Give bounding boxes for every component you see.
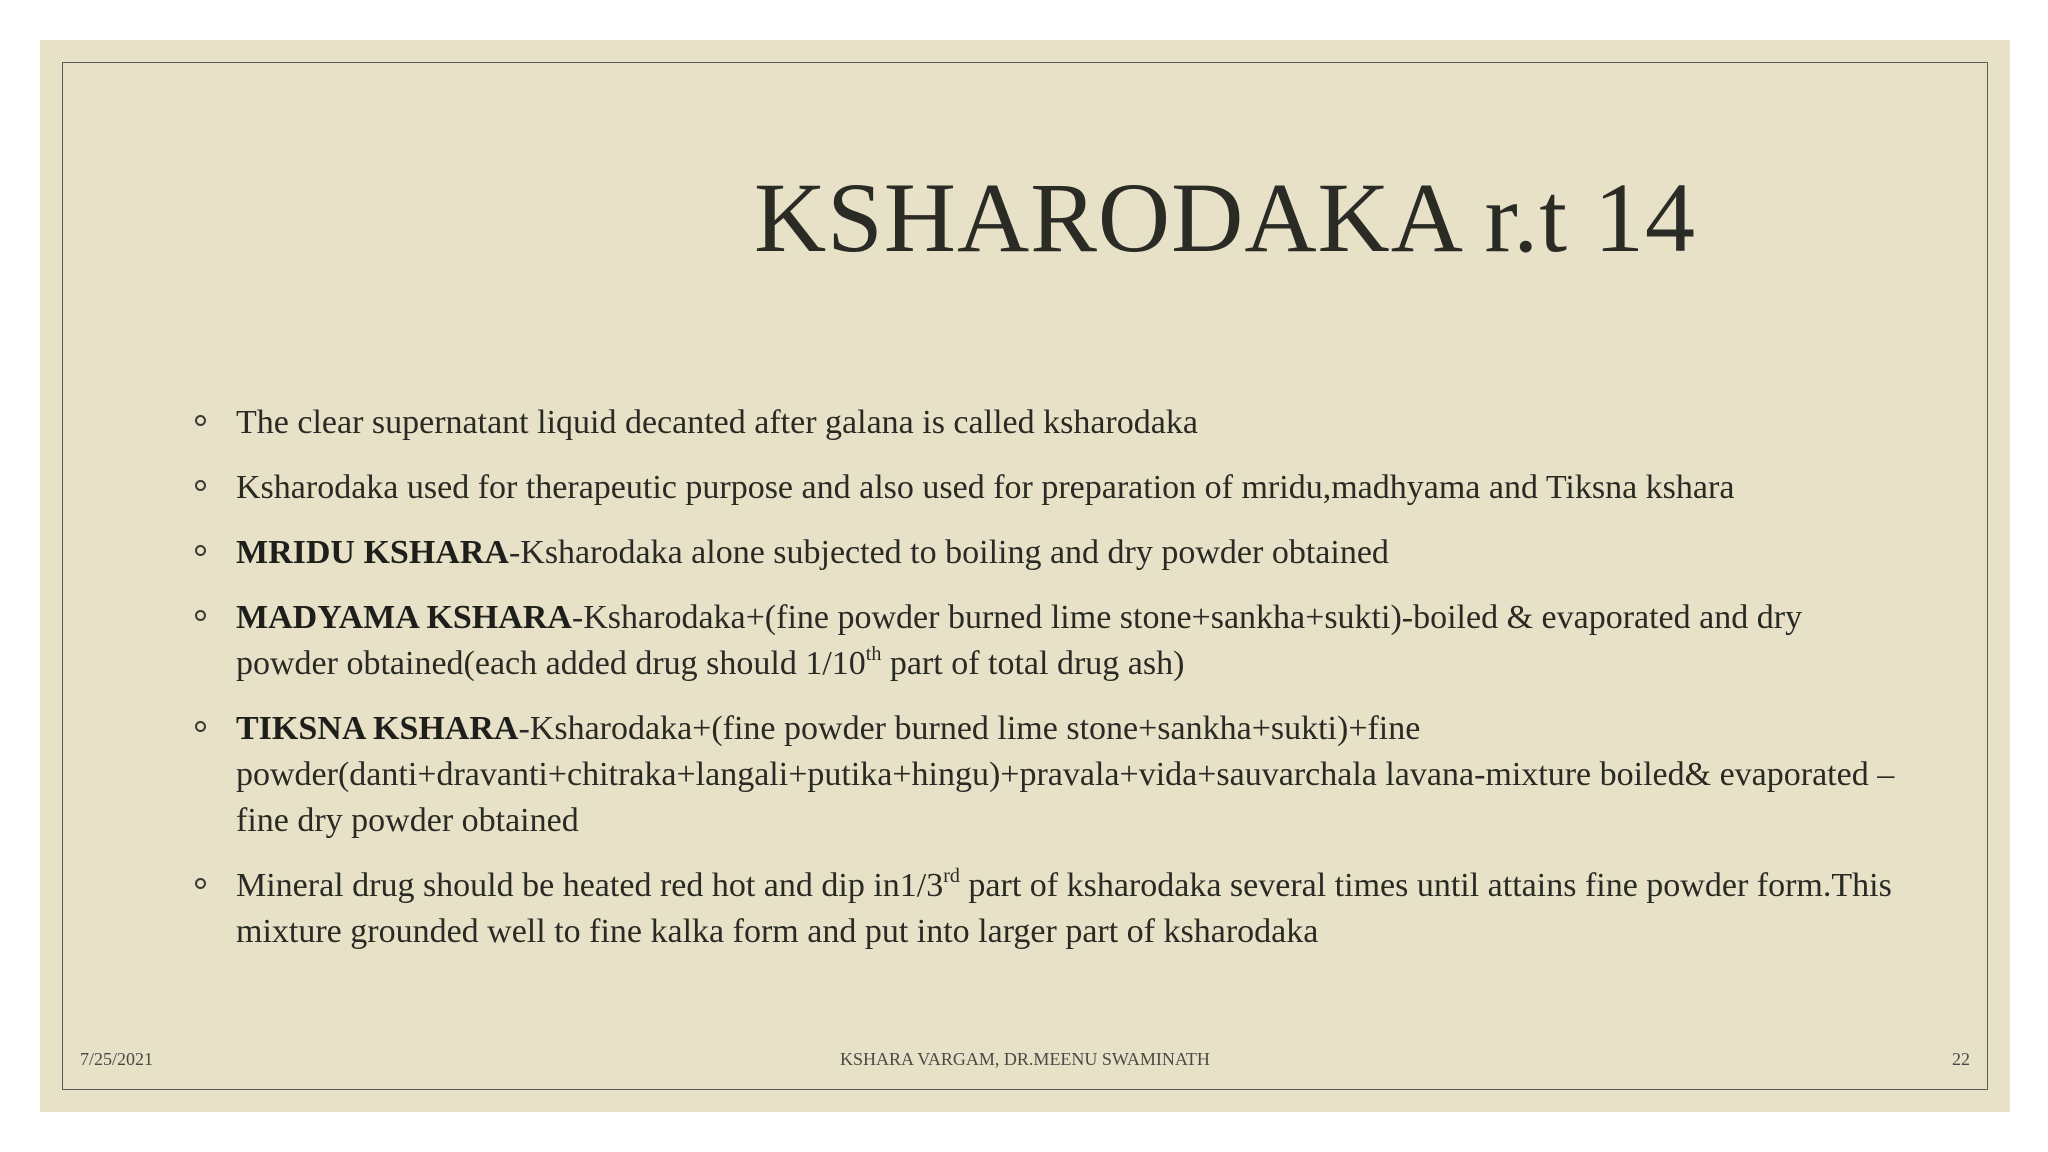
bullet-text: -Ksharodaka+(fine powder burned lime stone+sankha+sukti)+fine powder(danti+dravanti+chitraka+langali+putika+hingu)+pravala+vida+sauvarchala lavana-mixture boiled& evaporated –fine dry powder obtained [236, 710, 1895, 839]
bullet-circle-icon [195, 480, 206, 491]
bullet-item-2 [190, 465, 1900, 511]
bullet-item-5 [190, 706, 1900, 844]
bullet-circle-icon [195, 878, 206, 889]
bullet-text-continued: part of total drug ash) [881, 645, 1185, 682]
bullet-circle-icon [195, 610, 206, 621]
bullet-bold-term: MRIDU KSHARA [236, 534, 509, 571]
slide-title: KSHARODAKA r.t 14 [753, 162, 1697, 273]
bullet-superscript: th [865, 642, 882, 665]
bullet-text: Ksharodaka used for therapeutic purpose and also used for preparation of mridu,madhyama and Tiksna kshara [236, 469, 1735, 506]
bullet-text-continued: part of ksharodaka several times until attains fine powder form.This mixture grounded well to fine kalka form and put into larger part of ksharodaka [236, 867, 1892, 950]
bullet-item-3 [190, 530, 1900, 576]
bullet-circle-icon [195, 721, 206, 732]
bullet-item-6 [190, 863, 1900, 955]
bullet-text: -Ksharodaka+(fine powder burned lime stone+sankha+sukti)-boiled & evaporated and dry powder obtained(each added drug should 1/10 [236, 599, 1803, 682]
bullet-text: Mineral drug should be heated red hot and dip in1/3 [236, 867, 944, 904]
bullet-circle-icon [195, 545, 206, 556]
bullet-superscript: rd [943, 864, 960, 887]
slide [40, 40, 2010, 1112]
bullet-list [190, 400, 1900, 974]
bullet-text: -Ksharodaka alone subjected to boiling and dry powder obtained [508, 534, 1389, 571]
bullet-bold-term: MADYAMA KSHARA [236, 599, 572, 636]
bullet-bold-term: TIKSNA KSHARA [236, 710, 519, 747]
bullet-item-4 [190, 595, 1900, 687]
footer-title: KSHARA VARGAM, DR.MEENU SWAMINATH [840, 1049, 1210, 1069]
bullet-text: The clear supernatant liquid decanted after galana is called ksharodaka [236, 404, 1198, 441]
bullet-item-1 [190, 400, 1900, 446]
footer-page-number: 22 [1952, 1049, 1970, 1069]
bullet-circle-icon [195, 415, 206, 426]
footer-date: 7/25/2021 [80, 1049, 154, 1069]
